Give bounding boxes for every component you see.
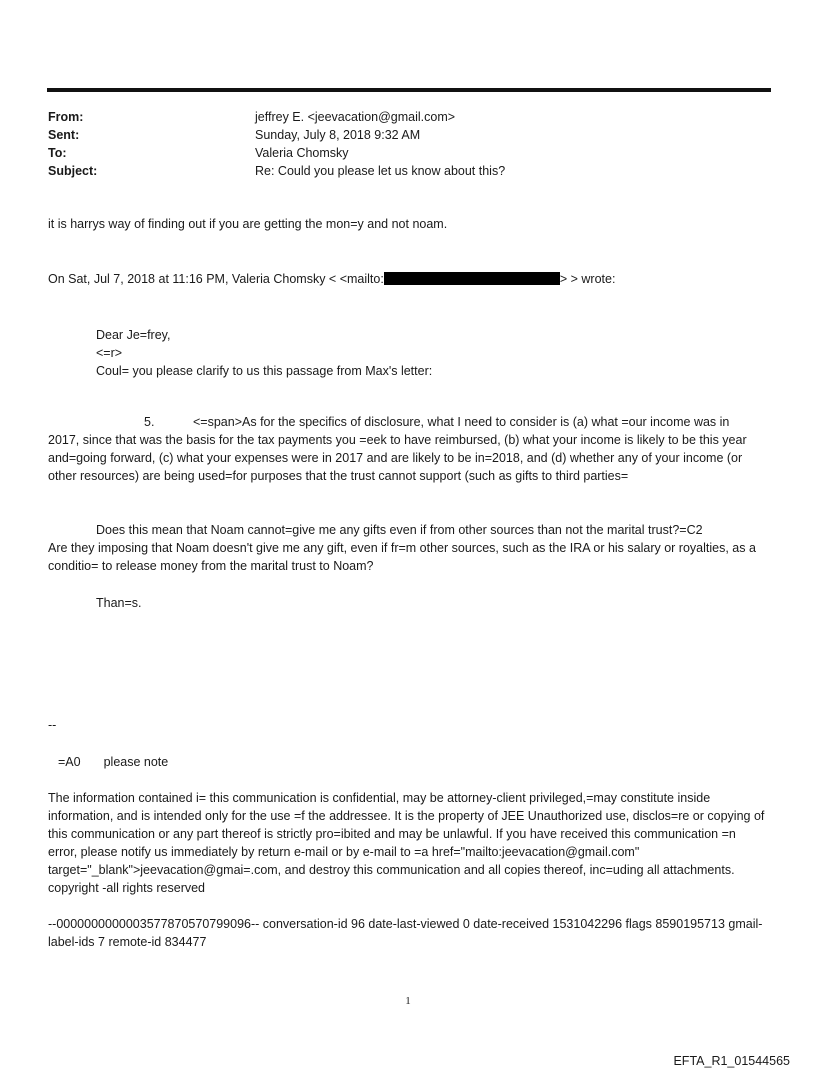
message-metadata: --0000000000003577870570799096-- conversation-id 96 date-last-viewed 0 date-received 1531042296 flags 8590195713 gmail-label-ids 7 remote-id 834477 [48, 917, 763, 949]
quote-intro [48, 270, 768, 288]
quoted-passage [48, 413, 768, 485]
reply-text: it is harrys way of finding out if you are getting the mon=y and not noam. [48, 217, 448, 231]
from-value: jeffrey E. <jeevacation@gmail.com> [255, 110, 456, 124]
email-header [48, 108, 768, 180]
question-first: Does this mean that Noam cannot=give me any gifts even if from other sources than not the marital trust?=C2 [96, 523, 703, 537]
disclaimer: The information contained i= this communication is confidential, may be attorney-client privileged,=may constitute inside information, and is intended only for the use =f the addressee. It is the property of JEE Unauthorized use, disclos=re or copying of this communication or any part thereof is strictly pro=ibited and may be unlawful. If you have received this communication =n error, please notify us immediately by return e-mail or by e-mail to =a href="mailto:jeevacation@gmail.com" target="_blank">jeevacation@gmai=.com, and destroy this communication and all copies thereof, inc=uding all attachments. copyright -all rights reserved [48, 791, 765, 895]
subject-value: Re: Could you please let us know about this? [255, 164, 506, 178]
header-rule [47, 88, 771, 92]
header-to-row [48, 144, 768, 162]
please-note: please note [103, 755, 169, 769]
question-rest: Are they imposing that Noam doesn't give me any gift, even if fr=m other sources, such as the IRA or his salary or royalties, as a conditio= to release money from the marital trust to Noam? [48, 541, 756, 573]
greeting: Dear Je=frey, [96, 328, 171, 342]
clarify-request: Coul= you please clarify to us this passage from Max's letter: [96, 364, 433, 378]
item-text-first: <=span>As for the specifics of disclosure, what I need to consider is (a) what =our income was in [193, 415, 730, 429]
to-label: To: [48, 146, 67, 160]
header-subject-row [48, 162, 768, 180]
please-note-line [48, 753, 768, 771]
to-value: Valeria Chomsky [255, 146, 349, 160]
signature-dashes: -- [48, 718, 57, 732]
redaction-box [384, 272, 560, 285]
question-paragraph [48, 521, 768, 575]
break-tag: <=r> [96, 346, 123, 360]
header-from-row [48, 108, 768, 126]
item-number: 5. [144, 415, 155, 429]
thanks: Than=s. [96, 596, 142, 610]
from-label: From: [48, 110, 84, 124]
note-prefix: =A0 [58, 755, 81, 769]
bates-number: EFTA_R1_01544565 [673, 1054, 790, 1068]
quote-intro-end: > > wrote: [559, 272, 616, 286]
header-sent-row [48, 126, 768, 144]
sent-label: Sent: [48, 128, 80, 142]
item-text-rest: 2017, since that was the basis for the tax payments you =eek to have reimbursed, (b) what your income is likely to be this year and=going forward, (c) what your expenses were in 2017 and are likely to be in=2018, and (d) whether any of your income (or other resources) are being used=for purposes that the trust cannot support (such as gifts to third parties= [48, 433, 747, 483]
subject-label: Subject: [48, 164, 98, 178]
quote-intro-start: On Sat, Jul 7, 2018 at 11:16 PM, Valeria Chomsky < <mailto: [48, 272, 384, 286]
sent-value: Sunday, July 8, 2018 9:32 AM [255, 128, 421, 142]
page-number: 1 [405, 995, 411, 1007]
